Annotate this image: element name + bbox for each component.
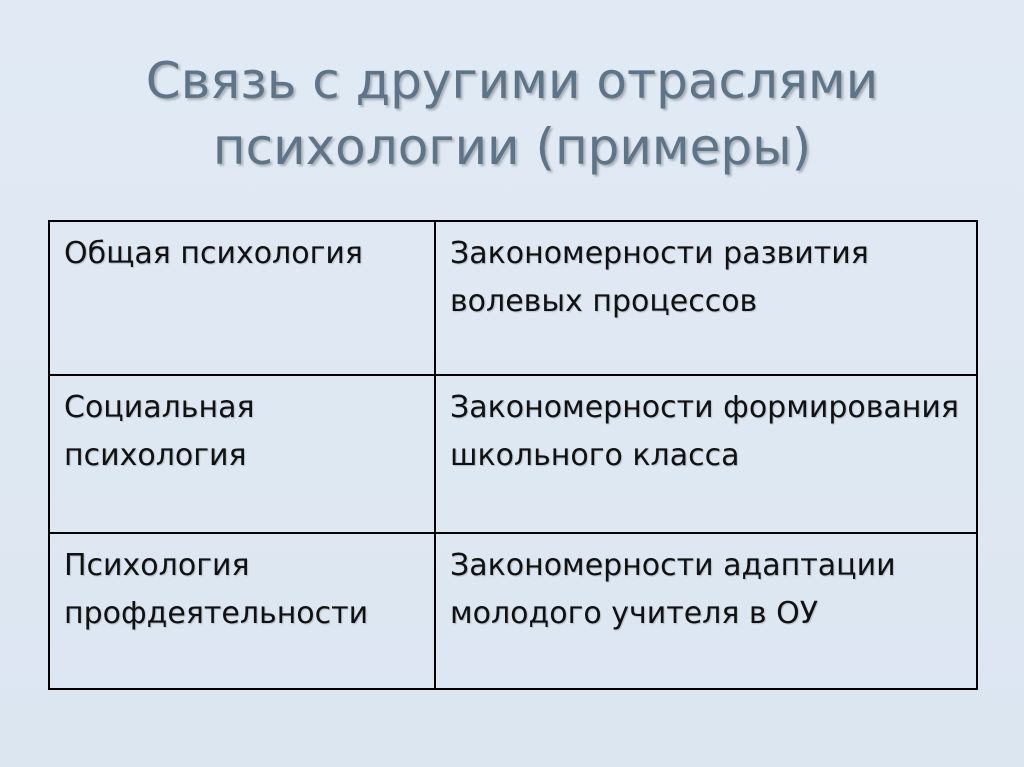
slide-title bbox=[0, 48, 1024, 180]
table-row bbox=[49, 533, 977, 689]
example-cell: Закономерности развития волевых процессов bbox=[435, 221, 977, 375]
table-row bbox=[49, 375, 977, 533]
branch-cell: Психология профдеятельности bbox=[49, 533, 435, 689]
slide-title-line-2: психологии (примеры) bbox=[212, 118, 812, 176]
branch-cell: Социальная психология bbox=[49, 375, 435, 533]
slide-title-line-1: Связь с другими отраслями bbox=[145, 52, 879, 110]
example-cell: Закономерности адаптации молодого учителя в ОУ bbox=[435, 533, 977, 689]
table-row bbox=[49, 221, 977, 375]
example-cell: Закономерности формирования школьного класса bbox=[435, 375, 977, 533]
branch-cell: Общая психология bbox=[49, 221, 435, 375]
relations-table bbox=[48, 220, 978, 690]
